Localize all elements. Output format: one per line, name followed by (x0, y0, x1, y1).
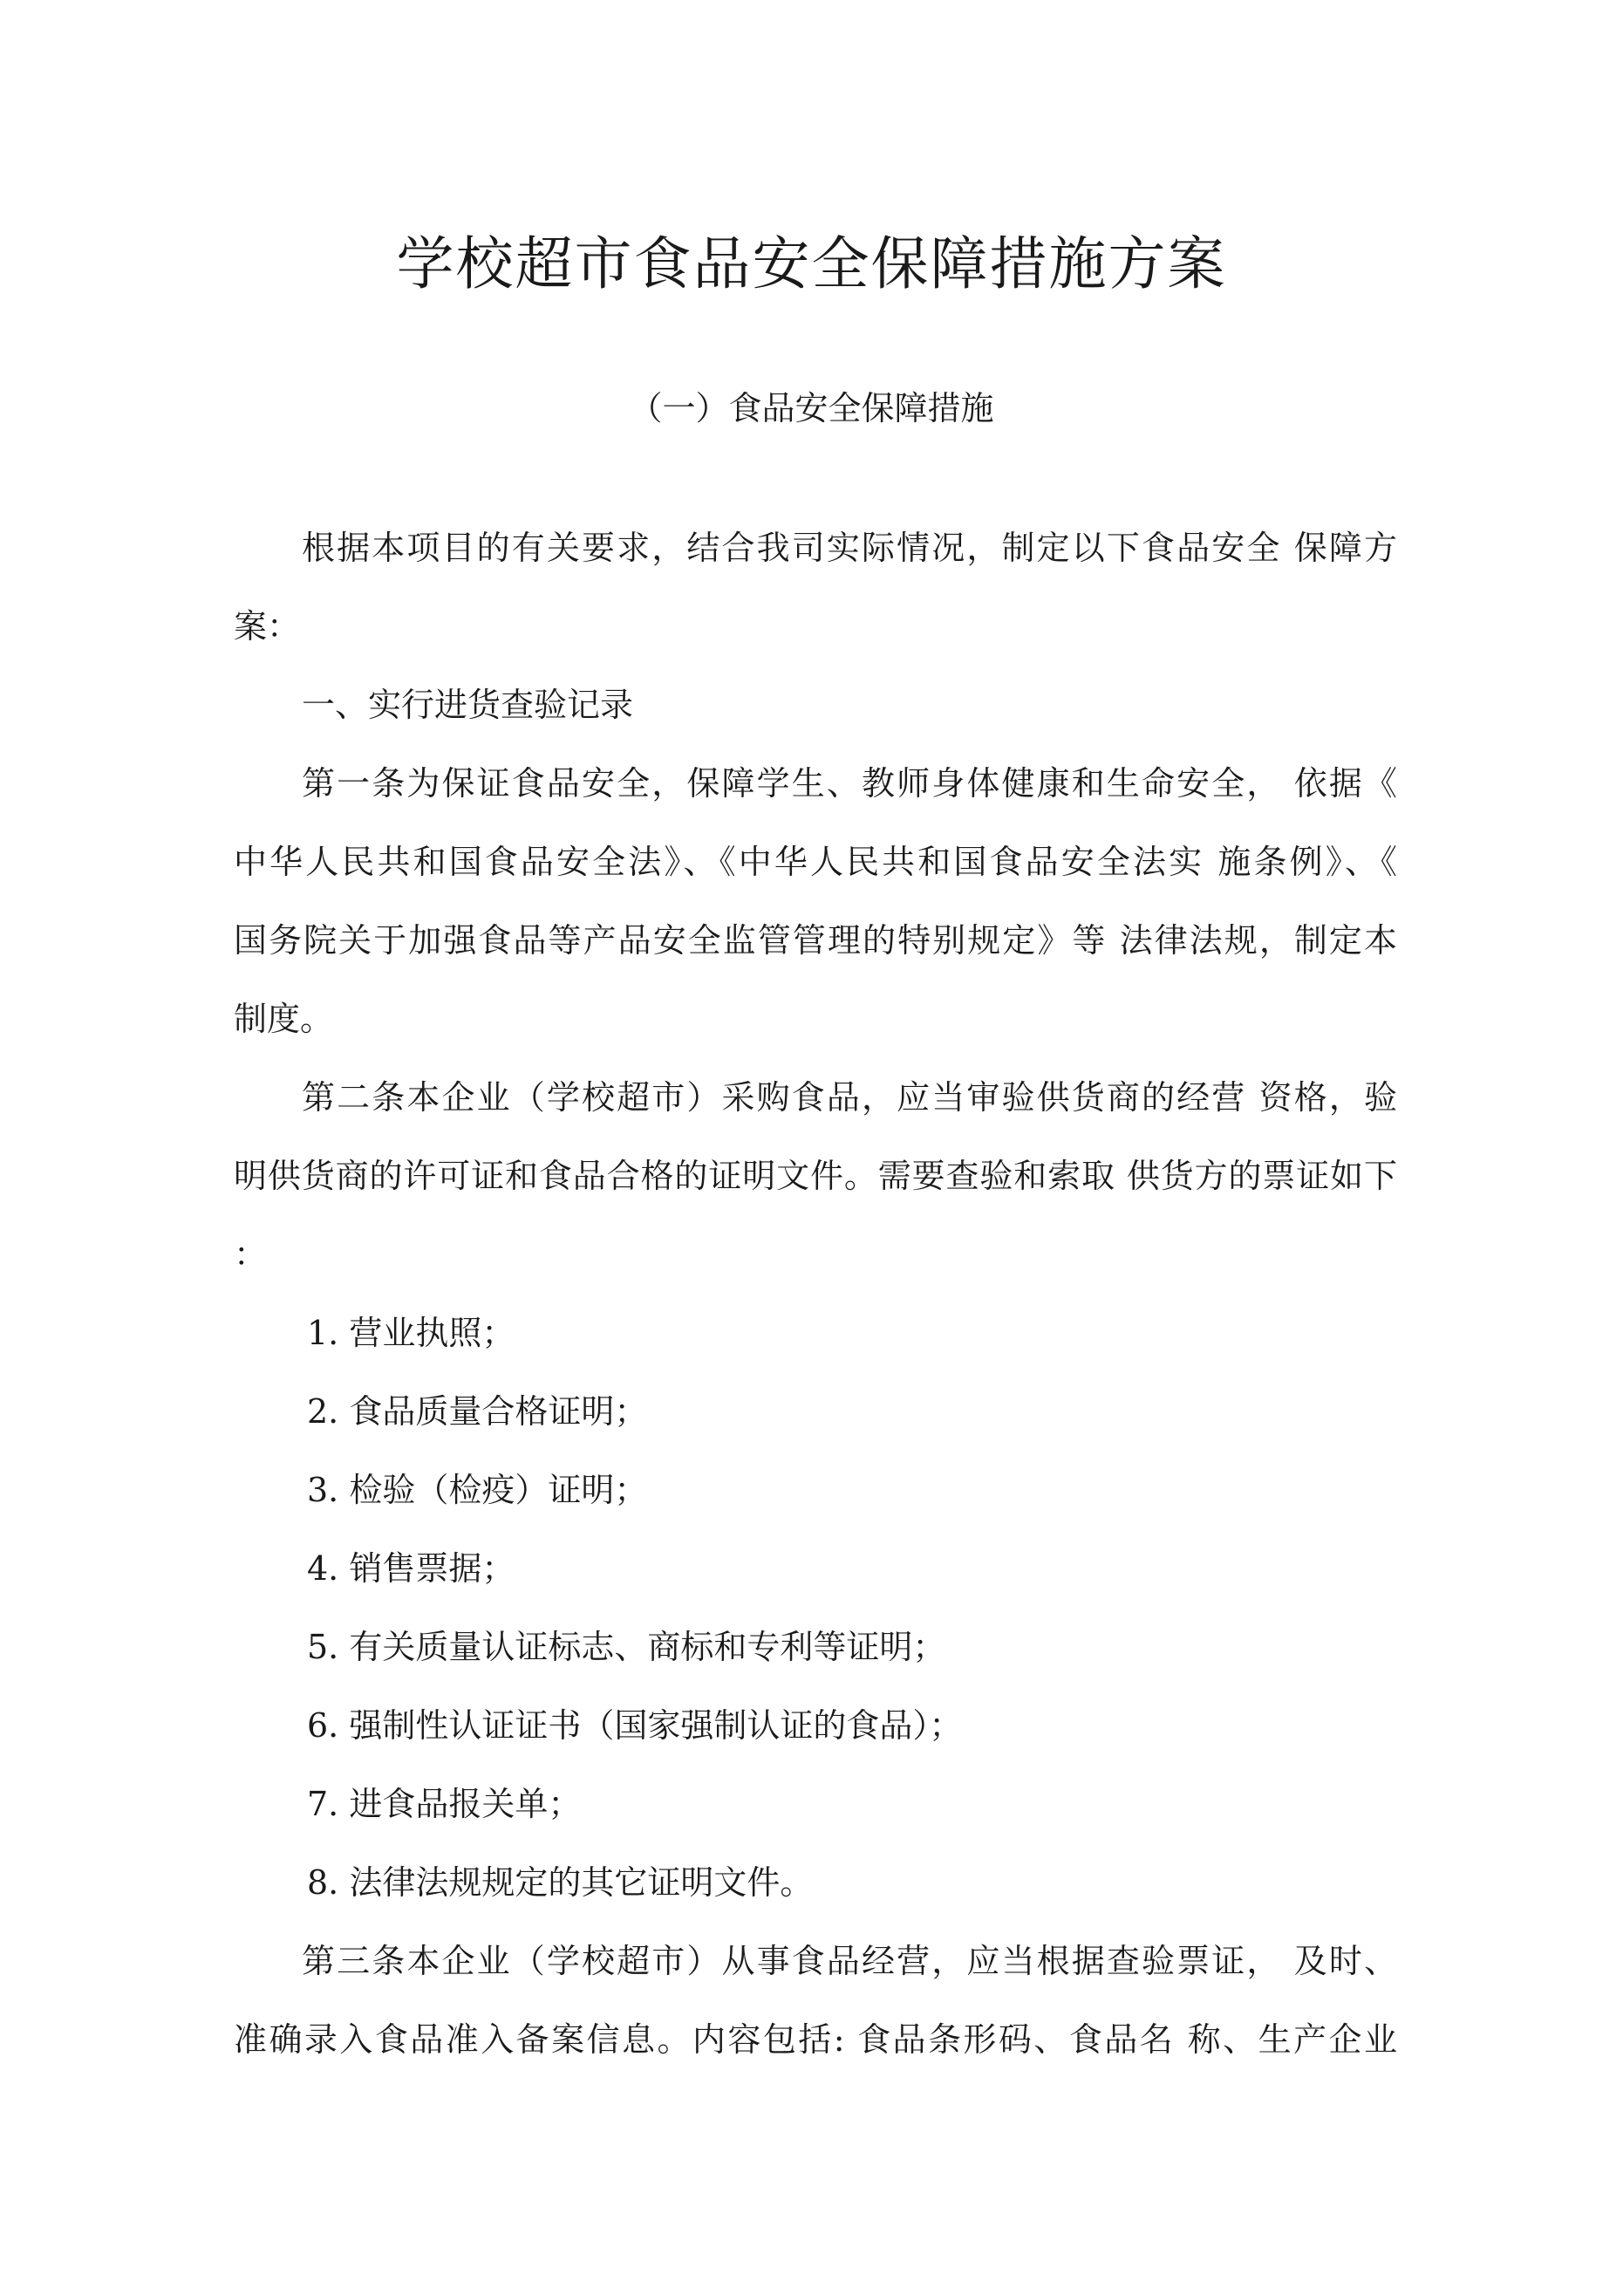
paragraph-line: 案： (234, 607, 301, 646)
list-item: 5. 有关质量认证标志、商标和专利等证明； (307, 1628, 946, 1666)
paragraph-line: 根据本项目的有关要求，结合我司实际情况，制定以下食品安全 保障方 (302, 529, 1397, 567)
list-item: 3. 检验（检疫）证明； (307, 1471, 648, 1509)
section-subtitle: （一）食品安全保障措施 (629, 389, 994, 427)
list-item: 8. 法律法规规定的其它证明文件。 (307, 1863, 814, 1902)
list-item: 4. 销售票据； (307, 1549, 515, 1588)
paragraph-line: 明供货商的许可证和食品合格的证明文件。需要查验和索取 供货方的票证如下 (234, 1157, 1397, 1195)
document-title: 学校超市食品安全保障措施方案 (396, 230, 1227, 297)
paragraph-line: ： (234, 1235, 268, 1274)
paragraph-line: 第三条本企业（学校超市）从事食品经营，应当根据查验票证， 及时、 (302, 1942, 1397, 1980)
section-heading: 一、实行进货查验记录 (302, 686, 634, 724)
list-item: 6. 强制性认证证书（国家强制认证的食品）； (307, 1706, 963, 1745)
paragraph-line: 制度。 (234, 1000, 334, 1038)
paragraph-line: 国务院关于加强食品等产品安全监管管理的特别规定》等 法律法规，制定本 (234, 921, 1397, 960)
paragraph-line: 第一条为保证食品安全，保障学生、教师身体健康和生命安全， 依据《 (302, 764, 1397, 803)
list-item: 7. 进食品报关单； (307, 1785, 582, 1823)
paragraph-line: 准确录入食品准入备案信息。内容包括: 食品条形码、食品名 称、生产企业 (234, 2020, 1397, 2059)
paragraph-line: 中华人民共和国食品安全法》、《中华人民共和国食品安全法实 施条例》、《 (234, 843, 1397, 881)
list-item: 1. 营业执照； (307, 1314, 515, 1352)
list-item: 2. 食品质量合格证明； (307, 1392, 648, 1431)
paragraph-line: 第二条本企业（学校超市）采购食品，应当审验供货商的经营 资格，验 (302, 1078, 1397, 1117)
